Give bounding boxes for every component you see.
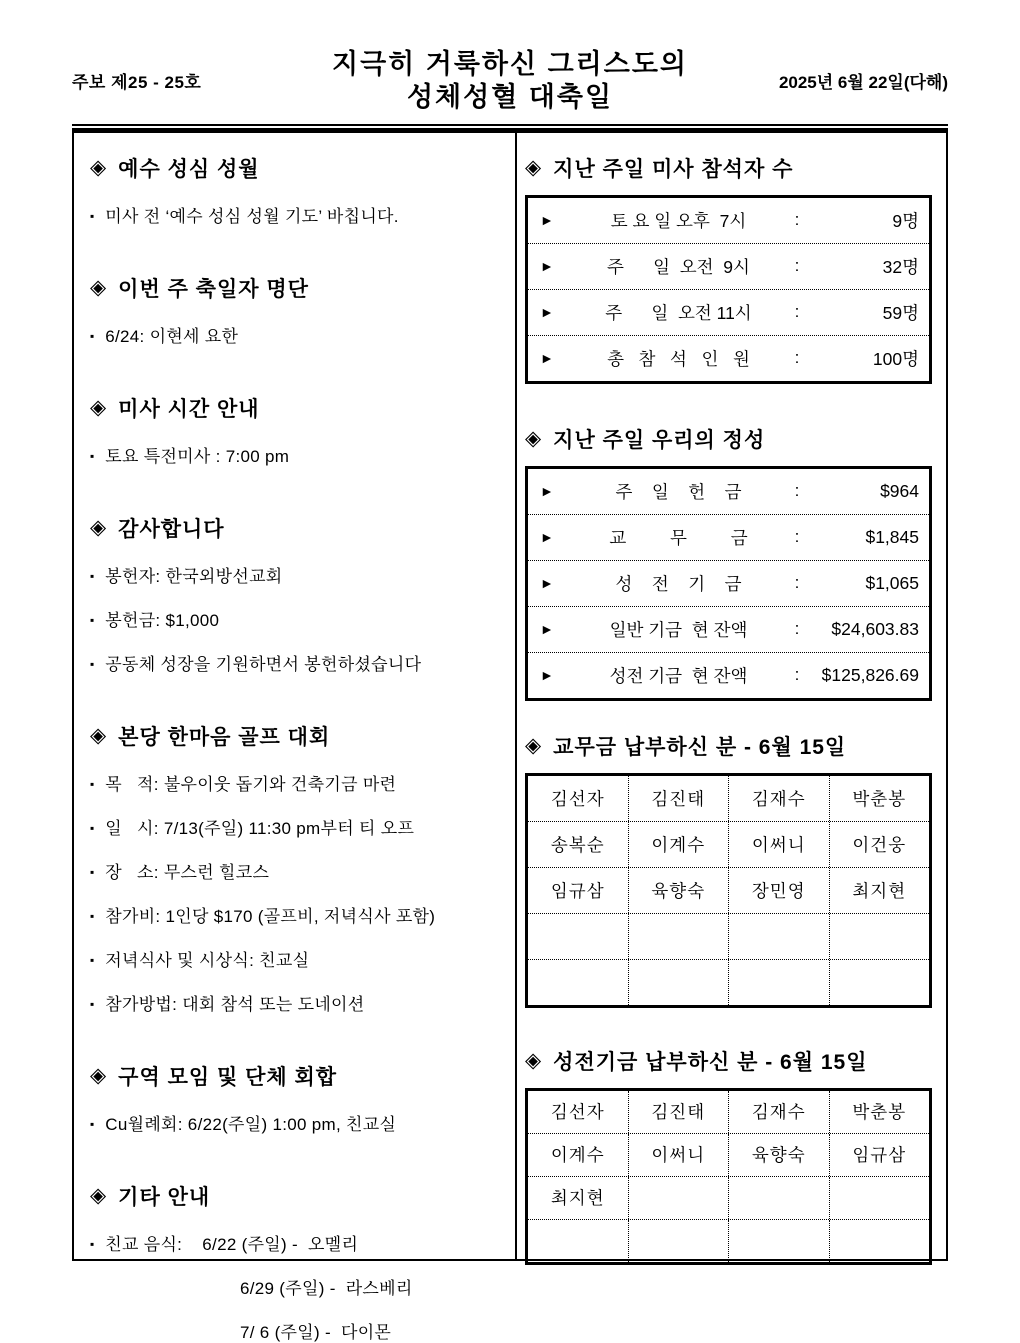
attendance-table [525, 195, 932, 384]
section-title: 감사합니다 [118, 517, 225, 541]
row-colon: : [794, 619, 800, 639]
row-value: $24,603.83 [831, 618, 919, 639]
name-cell: 최지현 [829, 868, 930, 913]
square-bullet-icon: ▪ [90, 952, 95, 967]
name-cell: 이써니 [628, 1134, 729, 1176]
row-label: 일반 기금 현 잔액 [609, 619, 748, 640]
arrow-icon: ► [540, 575, 554, 592]
name-cell: 송복순 [550, 834, 605, 855]
name-cell [528, 914, 628, 959]
list-item [90, 770, 505, 795]
arrow-icon: ► [540, 621, 554, 638]
page-title-line1: 지극히 거룩하신 그리스도의 [332, 49, 688, 79]
row-value: $964 [880, 480, 919, 501]
square-bullet-icon: ▪ [90, 328, 95, 343]
table-row [528, 606, 929, 652]
section-dues-payers [525, 731, 932, 1008]
row-label: 성전 기금 현 잔액 [609, 665, 748, 686]
list-item-continuation: 6/29 (주일) - 라스베리 [240, 1278, 413, 1298]
table-row [528, 652, 929, 698]
name-cell [728, 960, 829, 1005]
name-cell: 이계수 [628, 822, 729, 867]
name-cell [728, 1177, 829, 1219]
square-bullet-icon: ▪ [90, 656, 95, 671]
square-bullet-icon: ▪ [90, 1116, 95, 1131]
diamond-icon: ◈ [90, 724, 108, 748]
list-item-text: 참가비: 1인당 $170 (골프비, 저녁식사 포함) [105, 906, 436, 926]
arrow-icon: ► [540, 667, 554, 684]
section-title: 이번 주 축일자 명단 [118, 277, 309, 301]
arrow-icon: ► [540, 258, 554, 275]
list-item-continuation: 7/ 6 (주일) - 다이몬 [240, 1322, 392, 1342]
square-bullet-icon: ▪ [90, 996, 95, 1011]
section-title: 구역 모임 및 단체 회합 [118, 1065, 338, 1089]
list-item-text: 장 소: 무스런 힐코스 [105, 862, 270, 882]
square-bullet-icon: ▪ [90, 776, 95, 791]
left-column [74, 133, 517, 1342]
row-colon: : [794, 210, 800, 230]
name-cell [528, 1220, 628, 1262]
dues-table [525, 773, 932, 1008]
section-heading [90, 273, 505, 303]
list-item [90, 562, 505, 587]
content-box [72, 133, 948, 1342]
list-item-text: 목 적: 불우이웃 돕기와 건축기금 마련 [105, 774, 397, 794]
diamond-icon: ◈ [90, 516, 108, 540]
diamond-icon: ◈ [90, 1064, 108, 1088]
row-colon: : [794, 665, 800, 685]
name-cell: 이건웅 [829, 822, 930, 867]
square-bullet-icon: ▪ [90, 208, 95, 223]
table-row [528, 335, 929, 381]
list-item [90, 902, 505, 927]
section-heading [90, 1181, 505, 1211]
name-cell: 김재수 [728, 1091, 829, 1133]
name-cell: 김진태 [628, 776, 729, 821]
section-heading [525, 424, 932, 454]
table-row [528, 243, 929, 289]
row-label: 주 일 오전 11시 [605, 302, 752, 323]
table-row [528, 469, 929, 514]
square-bullet-icon: ▪ [90, 612, 95, 627]
row-label: 토 요 일 오후 7시 [610, 210, 747, 231]
section-heading [90, 513, 505, 543]
table-row [528, 959, 929, 1005]
list-item [90, 858, 505, 883]
page-title [277, 48, 743, 114]
list-item-text: 친교 음식: 6/22 (주일) - 오멜리 [105, 1234, 359, 1254]
building-fund-table [525, 1088, 932, 1265]
section-attendance [525, 153, 932, 384]
diamond-icon: ◈ [90, 396, 108, 420]
row-colon: : [794, 302, 800, 322]
list-item-text: 6/24: 이현세 요한 [105, 326, 239, 346]
list-item [90, 946, 505, 971]
arrow-icon: ► [540, 304, 554, 321]
row-value: $125,826.69 [821, 664, 919, 685]
arrow-icon: ► [540, 483, 554, 500]
section-feast-days [90, 273, 505, 347]
square-bullet-icon: ▪ [90, 1236, 95, 1251]
section-title: 성전기금 납부하신 분 - 6월 15일 [553, 1050, 868, 1074]
name-cell [829, 1177, 930, 1219]
row-value: 100명 [872, 348, 919, 369]
section-golf [90, 721, 505, 1015]
list-item-text: 미사 전 ‘예수 성심 성월 기도’ 바칩니다. [105, 206, 399, 226]
diamond-icon: ◈ [525, 156, 543, 180]
diamond-icon: ◈ [90, 276, 108, 300]
section-title: 지난 주일 미사 참석자 수 [553, 157, 794, 181]
name-cell [829, 1220, 930, 1262]
section-heading [90, 1061, 505, 1091]
name-cell: 이계수 [550, 1145, 605, 1166]
name-cell: 이써니 [728, 822, 829, 867]
row-value: $1,065 [865, 572, 919, 593]
arrow-icon: ► [540, 529, 554, 546]
diamond-icon: ◈ [90, 156, 108, 180]
row-value: 9명 [892, 210, 919, 231]
row-label: 주 일 헌 금 [615, 481, 742, 502]
list-item [90, 1230, 505, 1255]
diamond-icon: ◈ [525, 734, 543, 758]
page-title-line2: 성체성혈 대축일 [406, 81, 614, 112]
section-title: 교무금 납부하신 분 - 6월 15일 [553, 735, 847, 759]
name-cell: 임규삼 [829, 1134, 930, 1176]
list-item [90, 1110, 505, 1135]
offerings-table [525, 466, 932, 701]
name-cell [628, 960, 729, 1005]
name-cell [829, 960, 930, 1005]
table-row [528, 1133, 929, 1176]
table-row [528, 560, 929, 606]
row-colon: : [794, 527, 800, 547]
list-item-text: 저녁식사 및 시상식: 친교실 [105, 950, 310, 970]
name-cell: 육향숙 [728, 1134, 829, 1176]
section-other-notices [90, 1181, 505, 1343]
name-cell: 최지현 [550, 1188, 605, 1209]
right-column [517, 133, 946, 1259]
row-label: 교 무 금 [609, 527, 748, 548]
list-item [90, 606, 505, 631]
list-item-text: 봉헌자: 한국외방선교회 [105, 566, 283, 586]
section-building-fund-payers [525, 1046, 932, 1265]
name-cell: 김재수 [728, 776, 829, 821]
list-item-text: 일 시: 7/13(주일) 11:30 pm부터 티 오프 [105, 818, 415, 838]
square-bullet-icon: ▪ [90, 568, 95, 583]
section-sacred-heart [90, 153, 505, 227]
header-rule-thin [72, 124, 948, 126]
name-cell [628, 914, 729, 959]
table-row [528, 821, 929, 867]
list-item-text: 토요 특전미사 : 7:00 pm [105, 446, 290, 466]
arrow-icon: ► [540, 212, 554, 229]
name-cell [628, 1177, 729, 1219]
section-mass-times [90, 393, 505, 467]
diamond-icon: ◈ [525, 1049, 543, 1073]
row-label: 주 일 오전 9시 [607, 256, 750, 277]
section-title: 지난 주일 우리의 정성 [553, 428, 766, 452]
list-item [90, 202, 505, 227]
section-district-meetings [90, 1061, 505, 1135]
row-label: 성 전 기 금 [615, 573, 742, 594]
name-cell: 김선자 [550, 788, 605, 809]
header-date: 2025년 6월 22일(다해) [778, 73, 948, 93]
table-row [528, 289, 929, 335]
table-row [528, 913, 929, 959]
name-cell [528, 960, 628, 1005]
list-item-text: 공동체 성장을 기원하면서 봉헌하셨습니다 [105, 654, 422, 674]
name-cell [728, 1220, 829, 1262]
square-bullet-icon: ▪ [90, 864, 95, 879]
row-value: 59명 [882, 302, 919, 323]
row-colon: : [794, 573, 800, 593]
list-item-text: 봉헌금: $1,000 [105, 610, 220, 630]
name-cell: 육향숙 [628, 868, 729, 913]
name-cell: 박춘봉 [829, 776, 930, 821]
section-title: 기타 안내 [118, 1185, 211, 1209]
section-heading [525, 153, 932, 183]
section-title: 본당 한마음 골프 대회 [118, 725, 331, 749]
name-cell: 김선자 [550, 1102, 605, 1123]
table-row [528, 1091, 929, 1133]
table-row [528, 1219, 929, 1262]
section-heading [525, 1046, 932, 1076]
table-row [528, 1176, 929, 1219]
name-cell: 임규삼 [550, 880, 605, 901]
table-row [528, 867, 929, 913]
issue-number: 주보 제25 - 25호 [72, 73, 202, 93]
table-row [528, 514, 929, 560]
list-item [90, 442, 505, 467]
section-heading [90, 721, 505, 751]
list-item-text: 참가방법: 대회 참석 또는 도네이션 [105, 994, 365, 1014]
square-bullet-icon: ▪ [90, 820, 95, 835]
row-colon: : [794, 481, 800, 501]
list-item [90, 814, 505, 839]
name-cell [829, 914, 930, 959]
row-colon: : [794, 348, 800, 368]
list-item [90, 990, 505, 1015]
section-heading [525, 731, 932, 761]
square-bullet-icon: ▪ [90, 448, 95, 463]
arrow-icon: ► [540, 350, 554, 367]
diamond-icon: ◈ [90, 1184, 108, 1208]
section-thanks [90, 513, 505, 675]
section-title: 미사 시간 안내 [118, 397, 260, 421]
row-value: 32명 [882, 256, 919, 277]
table-row [528, 776, 929, 821]
square-bullet-icon: ▪ [90, 908, 95, 923]
diamond-icon: ◈ [525, 427, 543, 451]
section-heading [90, 393, 505, 423]
name-cell [628, 1220, 729, 1262]
name-cell: 김진태 [628, 1091, 729, 1133]
row-colon: : [794, 256, 800, 276]
name-cell: 박춘봉 [829, 1091, 930, 1133]
list-item [90, 322, 505, 347]
name-cell [728, 914, 829, 959]
row-label: 총 참 석 인 원 [607, 348, 750, 369]
header [72, 48, 948, 114]
section-title: 예수 성심 성월 [118, 157, 260, 181]
list-item [90, 650, 505, 675]
row-value: $1,845 [865, 526, 919, 547]
table-row [528, 198, 929, 243]
list-item-text: Cu월례회: 6/22(주일) 1:00 pm, 친교실 [105, 1114, 397, 1134]
section-heading [90, 153, 505, 183]
section-offerings [525, 424, 932, 701]
name-cell: 장민영 [728, 868, 829, 913]
